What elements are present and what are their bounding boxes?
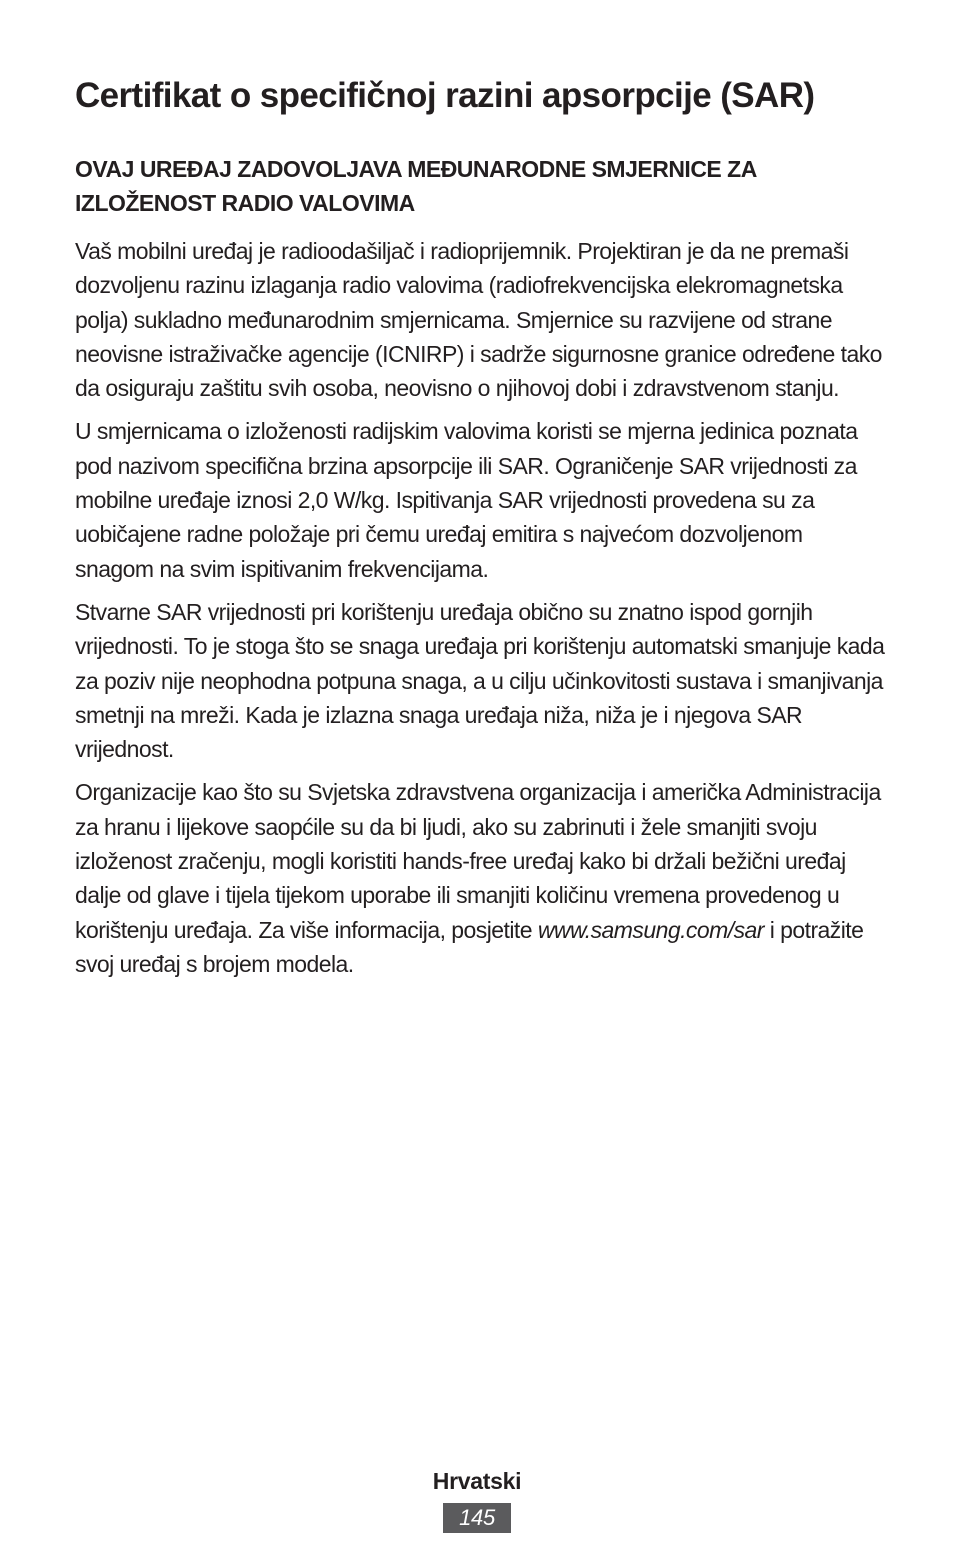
paragraph-text-before-link: Organizacije kao što su Svjetska zdravstvena organizacija i američka Administracija za hranu i lijekove saopćile su da bi ljudi, ako su zabrinuti i žele smanjiti svoju izloženost zračenju, mogli koristiti hands-free uređaj kako bi držali bežični uređaj dalje od glave i tijela tijekom uporabe ili smanjiti količinu vremena provedenog u korištenju uređaja. Za više informacija, posjetite — [75, 779, 881, 943]
paragraph-recommendations — [75, 775, 885, 981]
page-number: 145 — [443, 1503, 511, 1533]
footer-language: Hrvatski — [432, 1468, 522, 1494]
paragraph-text-after-link: i potražite svoj uređaj s brojem modela. — [75, 916, 864, 977]
document-page — [75, 68, 885, 990]
page-title: Certifikat o specifičnoj razini apsorpcije (SAR) — [75, 76, 815, 115]
section-heading-line-2: IZLOŽENOST RADIO VALOVIMA — [75, 190, 415, 216]
paragraph-actual-values: Stvarne SAR vrijednosti pri korištenju uređaja obično su znatno ispod gornjih vrijednosti. To je stoga što se snaga uređaja pri korištenju automatski smanjuje kada za poziv nije neophodna potpuna snaga, a u cilju učinkovitosti sustava i smanjivanja smetnji na mreži. Kada je izlazna snaga uređaja niža, niža je i njegova SAR vrijednost. — [75, 598, 885, 763]
paragraph-sar-limit: U smjernicama o izloženosti radijskim valovima koristi se mjerna jedinica poznata pod nazivom specifična brzina apsorpcije ili SAR. Ograničenje SAR vrijednosti za mobilne uređaje iznosi 2,0 W/kg. Ispitivanja SAR vrijednosti provedena su za uobičajene radne položaje pri čemu uređaj emitira s najvećom dozvoljenom snagom na svim ispitivanim frekvencijama. — [75, 418, 858, 582]
samsung-sar-link[interactable]: www.samsung.com/sar — [537, 916, 764, 943]
section-heading — [75, 152, 885, 220]
paragraph-intro: Vaš mobilni uređaj je radioodašiljač i radioprijemnik. Projektiran je da ne premaši dozvoljenu razinu izlaganja radio valovima (radiofrekvencijska elekromagnetska polja) sukladno međunarodnim smjernicama. Smjernice su razvijene od strane neovisne istraživačke agencije (ICNIRP) i sadrže sigurnosne granice određene tako da osiguraju zaštitu svih osoba, neovisno o njihovoj dobi i zdravstvenom stanju. — [75, 238, 882, 402]
page-footer — [0, 1463, 954, 1533]
section-heading-line-1: OVAJ UREĐAJ ZADOVOLJAVA MEĐUNARODNE SMJERNICE ZA — [75, 156, 757, 182]
